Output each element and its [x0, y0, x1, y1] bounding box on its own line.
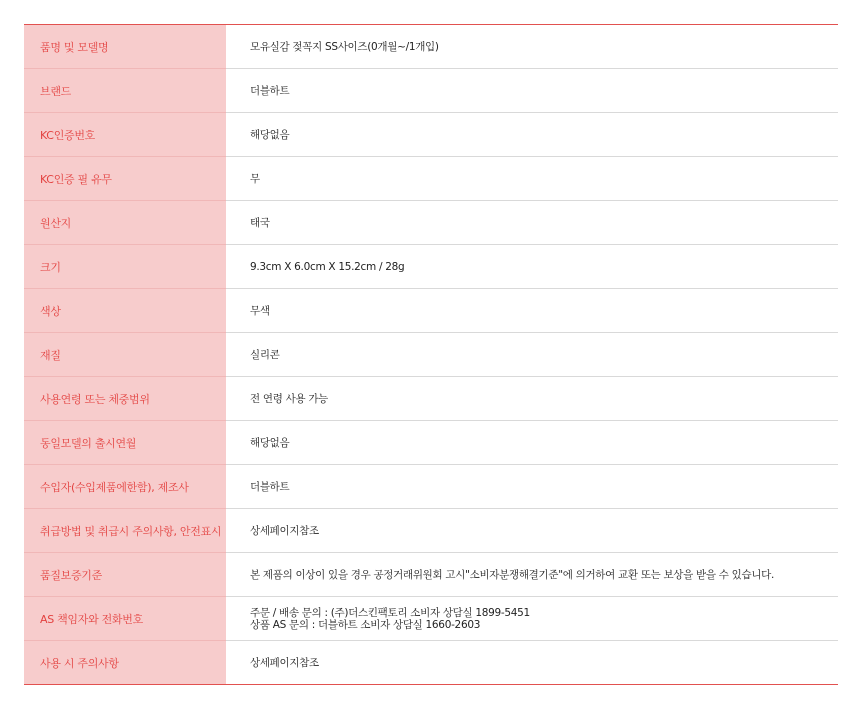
row-value: 더블하트	[226, 465, 838, 509]
row-label: 재질	[24, 333, 226, 377]
table-row	[24, 25, 838, 69]
table-row	[24, 201, 838, 245]
row-label: 동일모델의 출시연월	[24, 421, 226, 465]
row-label: KC인증번호	[24, 113, 226, 157]
row-label: 크기	[24, 245, 226, 289]
row-value: 태국	[226, 201, 838, 245]
row-label: 품명 및 모델명	[24, 25, 226, 69]
row-value-multiline	[226, 597, 838, 641]
table-row	[24, 69, 838, 113]
table-row	[24, 245, 838, 289]
as-contact: 상품 AS 문의 : 더블하트 소비자 상담실 1660-2603	[250, 618, 481, 631]
table-row	[24, 377, 838, 421]
row-label: 수입자(수입제품에한함), 제조사	[24, 465, 226, 509]
row-value: 해당없음	[226, 113, 838, 157]
table-row	[24, 289, 838, 333]
row-label: KC인증 필 유무	[24, 157, 226, 201]
row-value: 더블하트	[226, 69, 838, 113]
table-row	[24, 421, 838, 465]
row-value: 상세페이지참조	[226, 641, 838, 685]
row-label: 취급방법 및 취급시 주의사항, 안전표시	[24, 509, 226, 553]
row-value: 전 연령 사용 가능	[226, 377, 838, 421]
row-value: 무	[226, 157, 838, 201]
order-shipping-contact: 주문 / 배송 문의 : (주)더스킨팩토리 소비자 상담실 1899-5451	[250, 606, 530, 619]
table-row	[24, 333, 838, 377]
table-row	[24, 465, 838, 509]
row-label: 색상	[24, 289, 226, 333]
row-label: AS 책임자와 전화번호	[24, 597, 226, 641]
row-value: 실리콘	[226, 333, 838, 377]
table-row	[24, 641, 838, 685]
row-label: 원산지	[24, 201, 226, 245]
row-label: 사용 시 주의사항	[24, 641, 226, 685]
row-label: 품질보증기준	[24, 553, 226, 597]
table-row	[24, 157, 838, 201]
row-value: 상세페이지참조	[226, 509, 838, 553]
table-row	[24, 113, 838, 157]
row-value: 9.3cm X 6.0cm X 15.2cm / 28g	[226, 245, 838, 289]
table-row	[24, 509, 838, 553]
row-label: 사용연령 또는 체중범위	[24, 377, 226, 421]
table-row	[24, 597, 838, 641]
table-row	[24, 553, 838, 597]
row-value: 본 제품의 이상이 있을 경우 공정거래위원회 고시"소비자분쟁해결기준"에 의거하여 교환 또는 보상을 받을 수 있습니다.	[226, 553, 838, 597]
row-label: 브랜드	[24, 69, 226, 113]
row-value: 무색	[226, 289, 838, 333]
product-info-table	[24, 24, 838, 685]
row-value: 해당없음	[226, 421, 838, 465]
row-value: 모유실감 젖꼭지 SS사이즈(0개월~/1개입)	[226, 25, 838, 69]
